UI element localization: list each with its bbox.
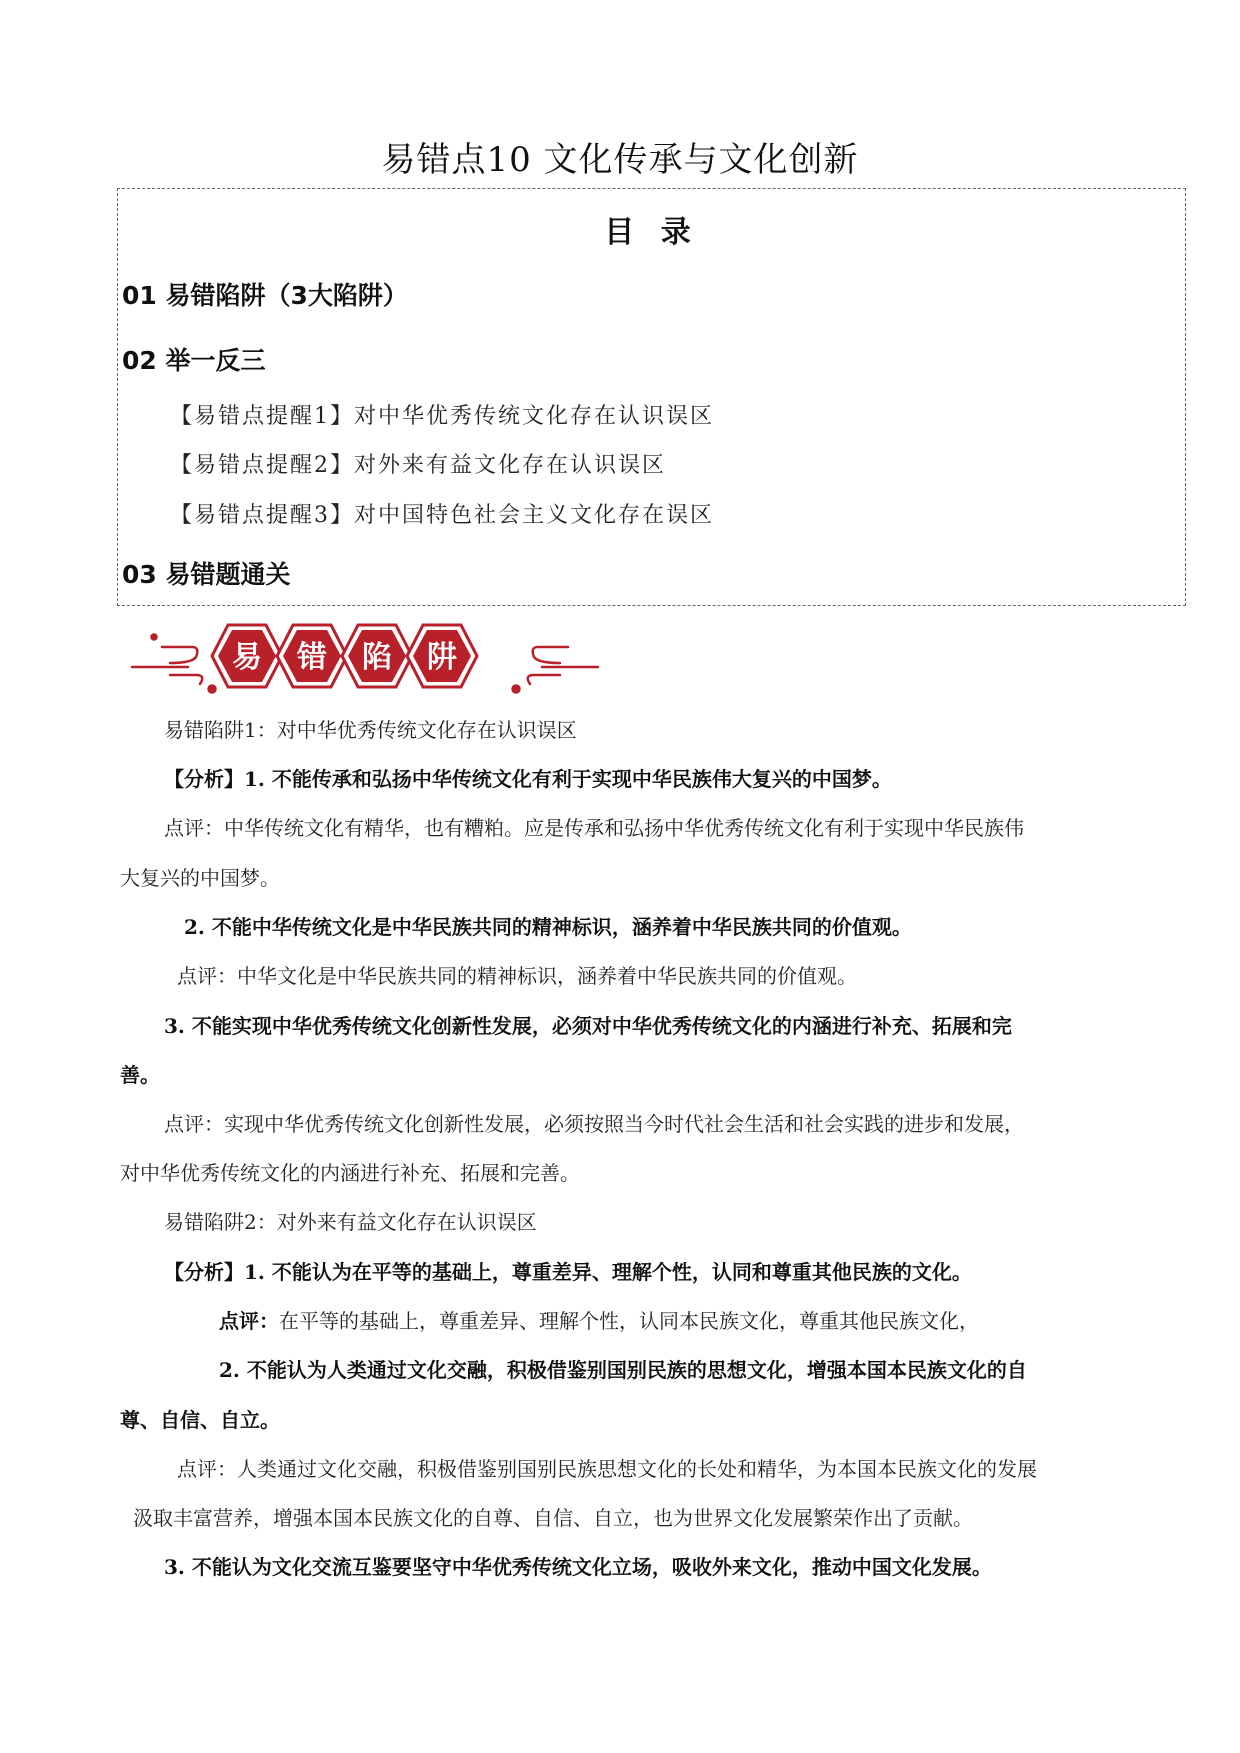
toc-section-2: 02 举一反三	[122, 346, 266, 375]
trap1-comment-1-line1: 点评：中华传统文化有精华，也有糟粕。应是传承和弘扬中华优秀传统文化有利于实现中华民族伟	[164, 816, 1024, 840]
trap2-comment-1	[219, 1307, 979, 1335]
trap-banner	[130, 617, 600, 695]
trap1-comment-2: 点评：中华文化是中华民族共同的精神标识，涵养着中华民族共同的价值观。	[177, 964, 857, 988]
page-title: 易错点10 文化传承与文化创新	[381, 140, 859, 180]
banner-left-ornament	[132, 635, 202, 685]
trap2-comment-1-text: 在平等的基础上，尊重差异、理解个性，认同本民族文化，尊重其他民族文化，	[279, 1309, 979, 1333]
trap2-comment-1-label: 点评：	[219, 1309, 279, 1333]
trap1-analysis-3-line1: 3. 不能实现中华优秀传统文化创新性发展，必须对中华优秀传统文化的内涵进行补充、拓展和完	[164, 1014, 1012, 1038]
trap2-heading: 易错陷阱2：对外来有益文化存在认识误区	[164, 1210, 537, 1234]
banner-char-4: 阱	[427, 640, 457, 675]
trap2-comment-2-line2: 汲取丰富营养，增强本国本民族文化的自尊、自信、自立，也为世界文化发展繁荣作出了贡献。	[133, 1506, 973, 1530]
banner-char-3: 陷	[362, 640, 392, 675]
trap2-analysis-3: 3. 不能认为文化交流互鉴要坚守中华优秀传统文化立场，吸收外来文化，推动中国文化发展。	[164, 1555, 992, 1579]
trap1-analysis-2: 2. 不能中华传统文化是中华民族共同的精神标识，涵养着中华民族共同的价值观。	[184, 915, 912, 939]
toc-item-1: 【易错点提醒1】对中华优秀传统文化存在认识误区	[170, 404, 714, 429]
toc-item-3: 【易错点提醒3】对中国特色社会主义文化存在误区	[170, 503, 714, 528]
trap1-analysis-1: 【分析】1. 不能传承和弘扬中华传统文化有利于实现中华民族伟大复兴的中国梦。	[164, 767, 892, 791]
toc-section-1: 01 易错陷阱（3大陷阱）	[122, 281, 408, 310]
trap1-analysis-3-line2: 善。	[120, 1063, 160, 1087]
toc-section-3: 03 易错题通关	[122, 560, 291, 589]
trap2-analysis-2-line1: 2. 不能认为人类通过文化交融，积极借鉴别国别民族的思想文化，增强本国本民族文化的自	[219, 1358, 1027, 1382]
toc-item-2: 【易错点提醒2】对外来有益文化存在认识误区	[170, 453, 666, 478]
toc-heading: 目 录	[604, 215, 699, 250]
banner-char-1: 易	[232, 640, 262, 675]
table-of-contents	[117, 188, 1186, 606]
trap2-analysis-2-line2: 尊、自信、自立。	[120, 1408, 280, 1432]
banner-char-2: 错	[297, 640, 327, 675]
trap1-comment-3-line1: 点评：实现中华优秀传统文化创新性发展，必须按照当今时代社会生活和社会实践的进步和发展，	[164, 1112, 1024, 1136]
trap1-heading: 易错陷阱1：对中华优秀传统文化存在认识误区	[164, 718, 577, 742]
trap1-comment-1-line2: 大复兴的中国梦。	[120, 866, 280, 890]
trap2-comment-2-line1: 点评：人类通过文化交融，积极借鉴别国别民族思想文化的长处和精华，为本国本民族文化的发展	[177, 1457, 1037, 1481]
trap2-analysis-1: 【分析】1. 不能认为在平等的基础上，尊重差异、理解个性，认同和尊重其他民族的文化。	[164, 1260, 972, 1284]
trap1-comment-3-line2: 对中华优秀传统文化的内涵进行补充、拓展和完善。	[120, 1161, 580, 1185]
